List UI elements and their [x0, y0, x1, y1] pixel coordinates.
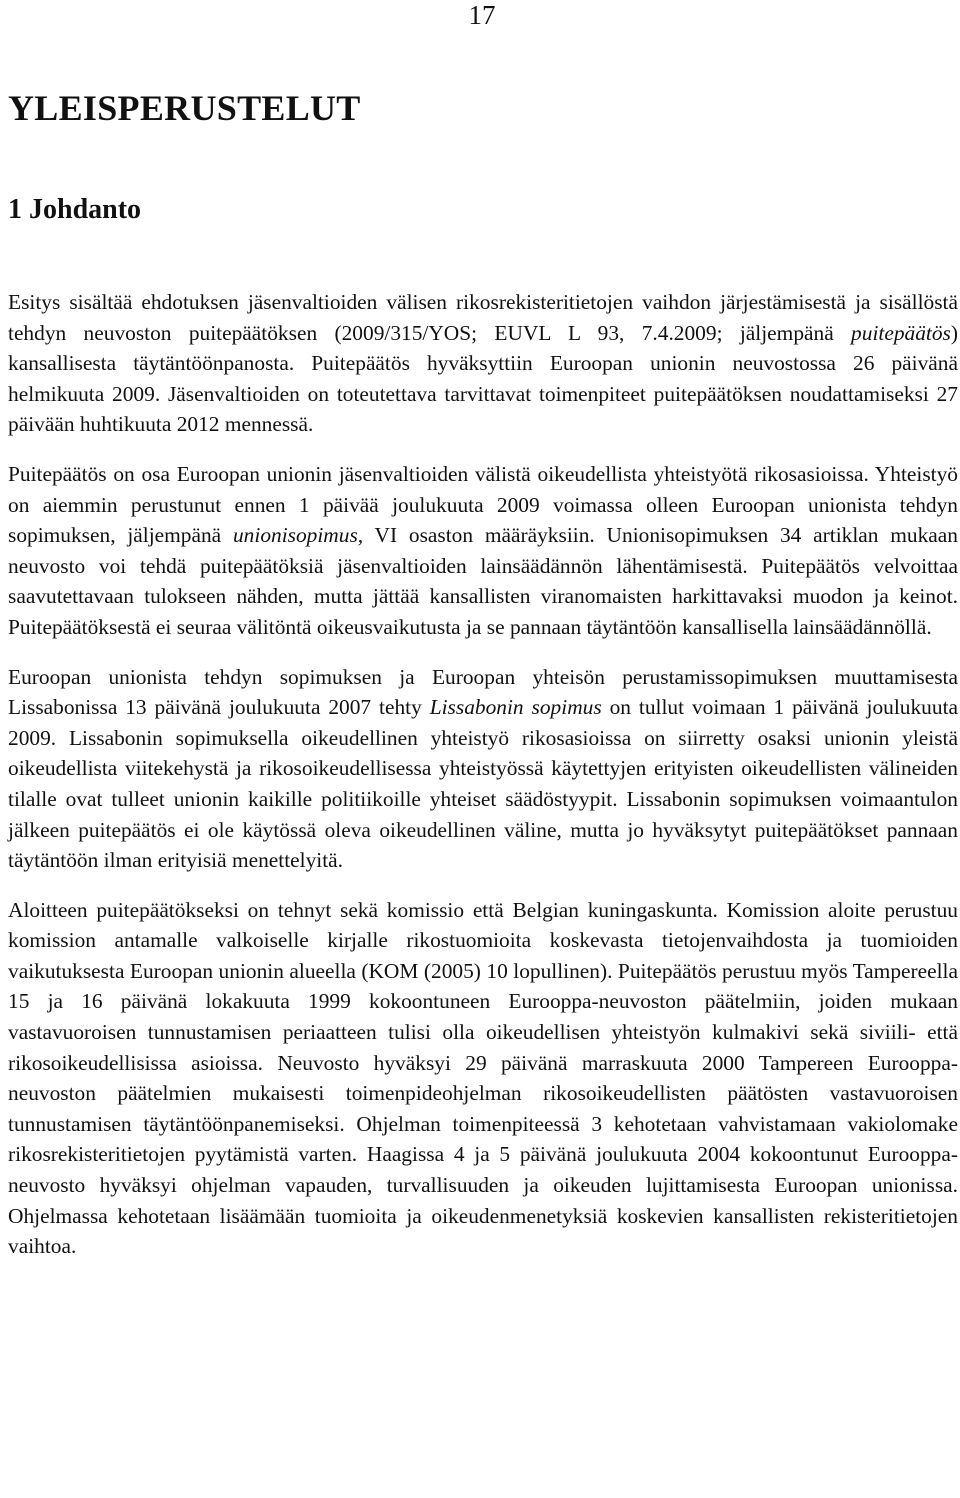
- paragraph-3-text-a: Euroopan unionista tehdyn sopimuksen ja Euroopan yhteisön perustamissopimuksen muuttamisesta Lissabonissa 13 päivänä joulukuuta 2007 tehty: [8, 664, 958, 720]
- paragraph-4: [8, 895, 958, 1262]
- paragraph-2-italic-term: unionisopimus: [232, 523, 358, 548]
- paragraph-1-italic-term: puitepäätös: [851, 320, 951, 345]
- paragraph-4-text: Aloitteen puitepäätökseksi on tehnyt sekä komissio että Belgian kuningaskunta. Komission aloite perustuu komission antamalle valkoiselle kirjalle rikostuomioita koskevasta tietojenvaihdosta ja tuomioiden vaikutuksesta Euroopan unionin alueella (KOM (2005) 10 lopullinen). Puitepäätös perustuu myös Tampereella 15 ja 16 päivänä lokakuuta 1999 kokoontuneen Eurooppa-neuvoston päätelmiin, joiden mukaan vastavuoroisen tunnustamisen periaatteen tulisi olla oikeudellisen yhteistyön kulmakivi sekä siviili- että rikosoikeudellisissa asioissa. Neuvosto hyväksyi 29 päivänä marraskuuta 2000 Tampereen Eurooppa-neuvoston päätelmien mukaisesti toimenpideohjelman rikosoikeudellisten päätösten vastavuoroisen tunnustamisen täytäntöönpanemiseksi. Ohjelman toimenpiteessä 3 kehotetaan vahvistamaan vakiolomake rikosrekisteritietojen pyytämistä varten. Haagissa 4 ja 5 päivänä joulukuuta 2004 kokoontunut Eurooppa-neuvosto hyväksyi ohjelman vapauden, turvallisuuden ja oikeuden lujittamisesta Euroopan unionissa. Ohjelmassa kehotetaan lisäämään tuomioita ja oikeudenmenetyksiä koskevien kansallisten rekisteritietojen vaihtoa.: [8, 897, 958, 1259]
- paragraph-3-text-b: on tullut voimaan 1 päivänä joulukuuta 2009. Lissabonin sopimuksella oikeudellinen yhteistyö rikosasioissa on siirretty osaksi unionin yleistä oikeudellista viitekehystä ja rikosoikeudellisessa yhteistyössä käytettyjen erityisten oikeudellisten välineiden tilalle ovat tulleet unionin kaikille politiikoille yhteiset säädöstyypit. Lissabonin sopimuksen voimaantulon jälkeen puitepäätös ei ole käytössä oleva oikeudellinen väline, mutta jo hyväksytyt puitepäätökset pannaan täytäntöön ilman erityisiä menettelyitä.: [8, 695, 959, 873]
- section-heading: 1 Johdanto: [8, 194, 142, 225]
- paragraph-3: [8, 662, 958, 876]
- document-title: YLEISPERUSTELUT: [8, 88, 361, 128]
- paragraph-2-text-a: Puitepäätös on osa Euroopan unionin jäsenvaltioiden välistä oikeudellista yhteistyötä rikosasioissa. Yhteistyö on aiemmin perustunut ennen 1 päivää joulukuuta 2009 voimassa olleen Euroopan unionista tehdyn sopimuksen, jäljempänä: [8, 461, 958, 548]
- page-number: 17: [468, 0, 496, 30]
- paragraph-1: [8, 287, 958, 440]
- paragraph-2: [8, 459, 958, 643]
- body-text: [8, 287, 958, 1281]
- paragraph-1-text-a: Esitys sisältää ehdotuksen jäsenvaltioiden välisen rikosrekisteritietojen vaihdon järjestämisestä ja sisällöstä tehdyn neuvoston puitepäätöksen (2009/315/YOS; EUVL L 93, 7.4.2009; jäljempänä: [8, 290, 958, 345]
- paragraph-1-text-b: ) kansallisesta täytäntöönpanosta. Puitepäätös hyväksyttiin Euroopan unionin neuvostossa 26 päivänä helmikuuta 2009. Jäsenvaltioiden on toteutettava tarvittavat toimenpiteet puitepäätöksen noudattamiseksi 27 päivään huhtikuuta 2012 mennessä.: [8, 320, 958, 437]
- paragraph-2-text-b: , VI osaston määräyksiin. Unionisopimuksen 34 artiklan mukaan neuvosto voi tehdä puitepäätöksiä jäsenvaltioiden lainsäädännön lähentämisestä. Puitepäätös velvoittaa saavutettavaan tulokseen nähden, mutta jättää kansallisten viranomaisten harkittavaksi muodon ja keinot. Puitepäätöksestä ei seuraa välitöntä oikeusvaikutusta ja se pannaan täytäntöön kansallisella lainsäädännöllä.: [8, 523, 958, 639]
- paragraph-3-italic-term: Lissabonin sopimus: [429, 695, 602, 720]
